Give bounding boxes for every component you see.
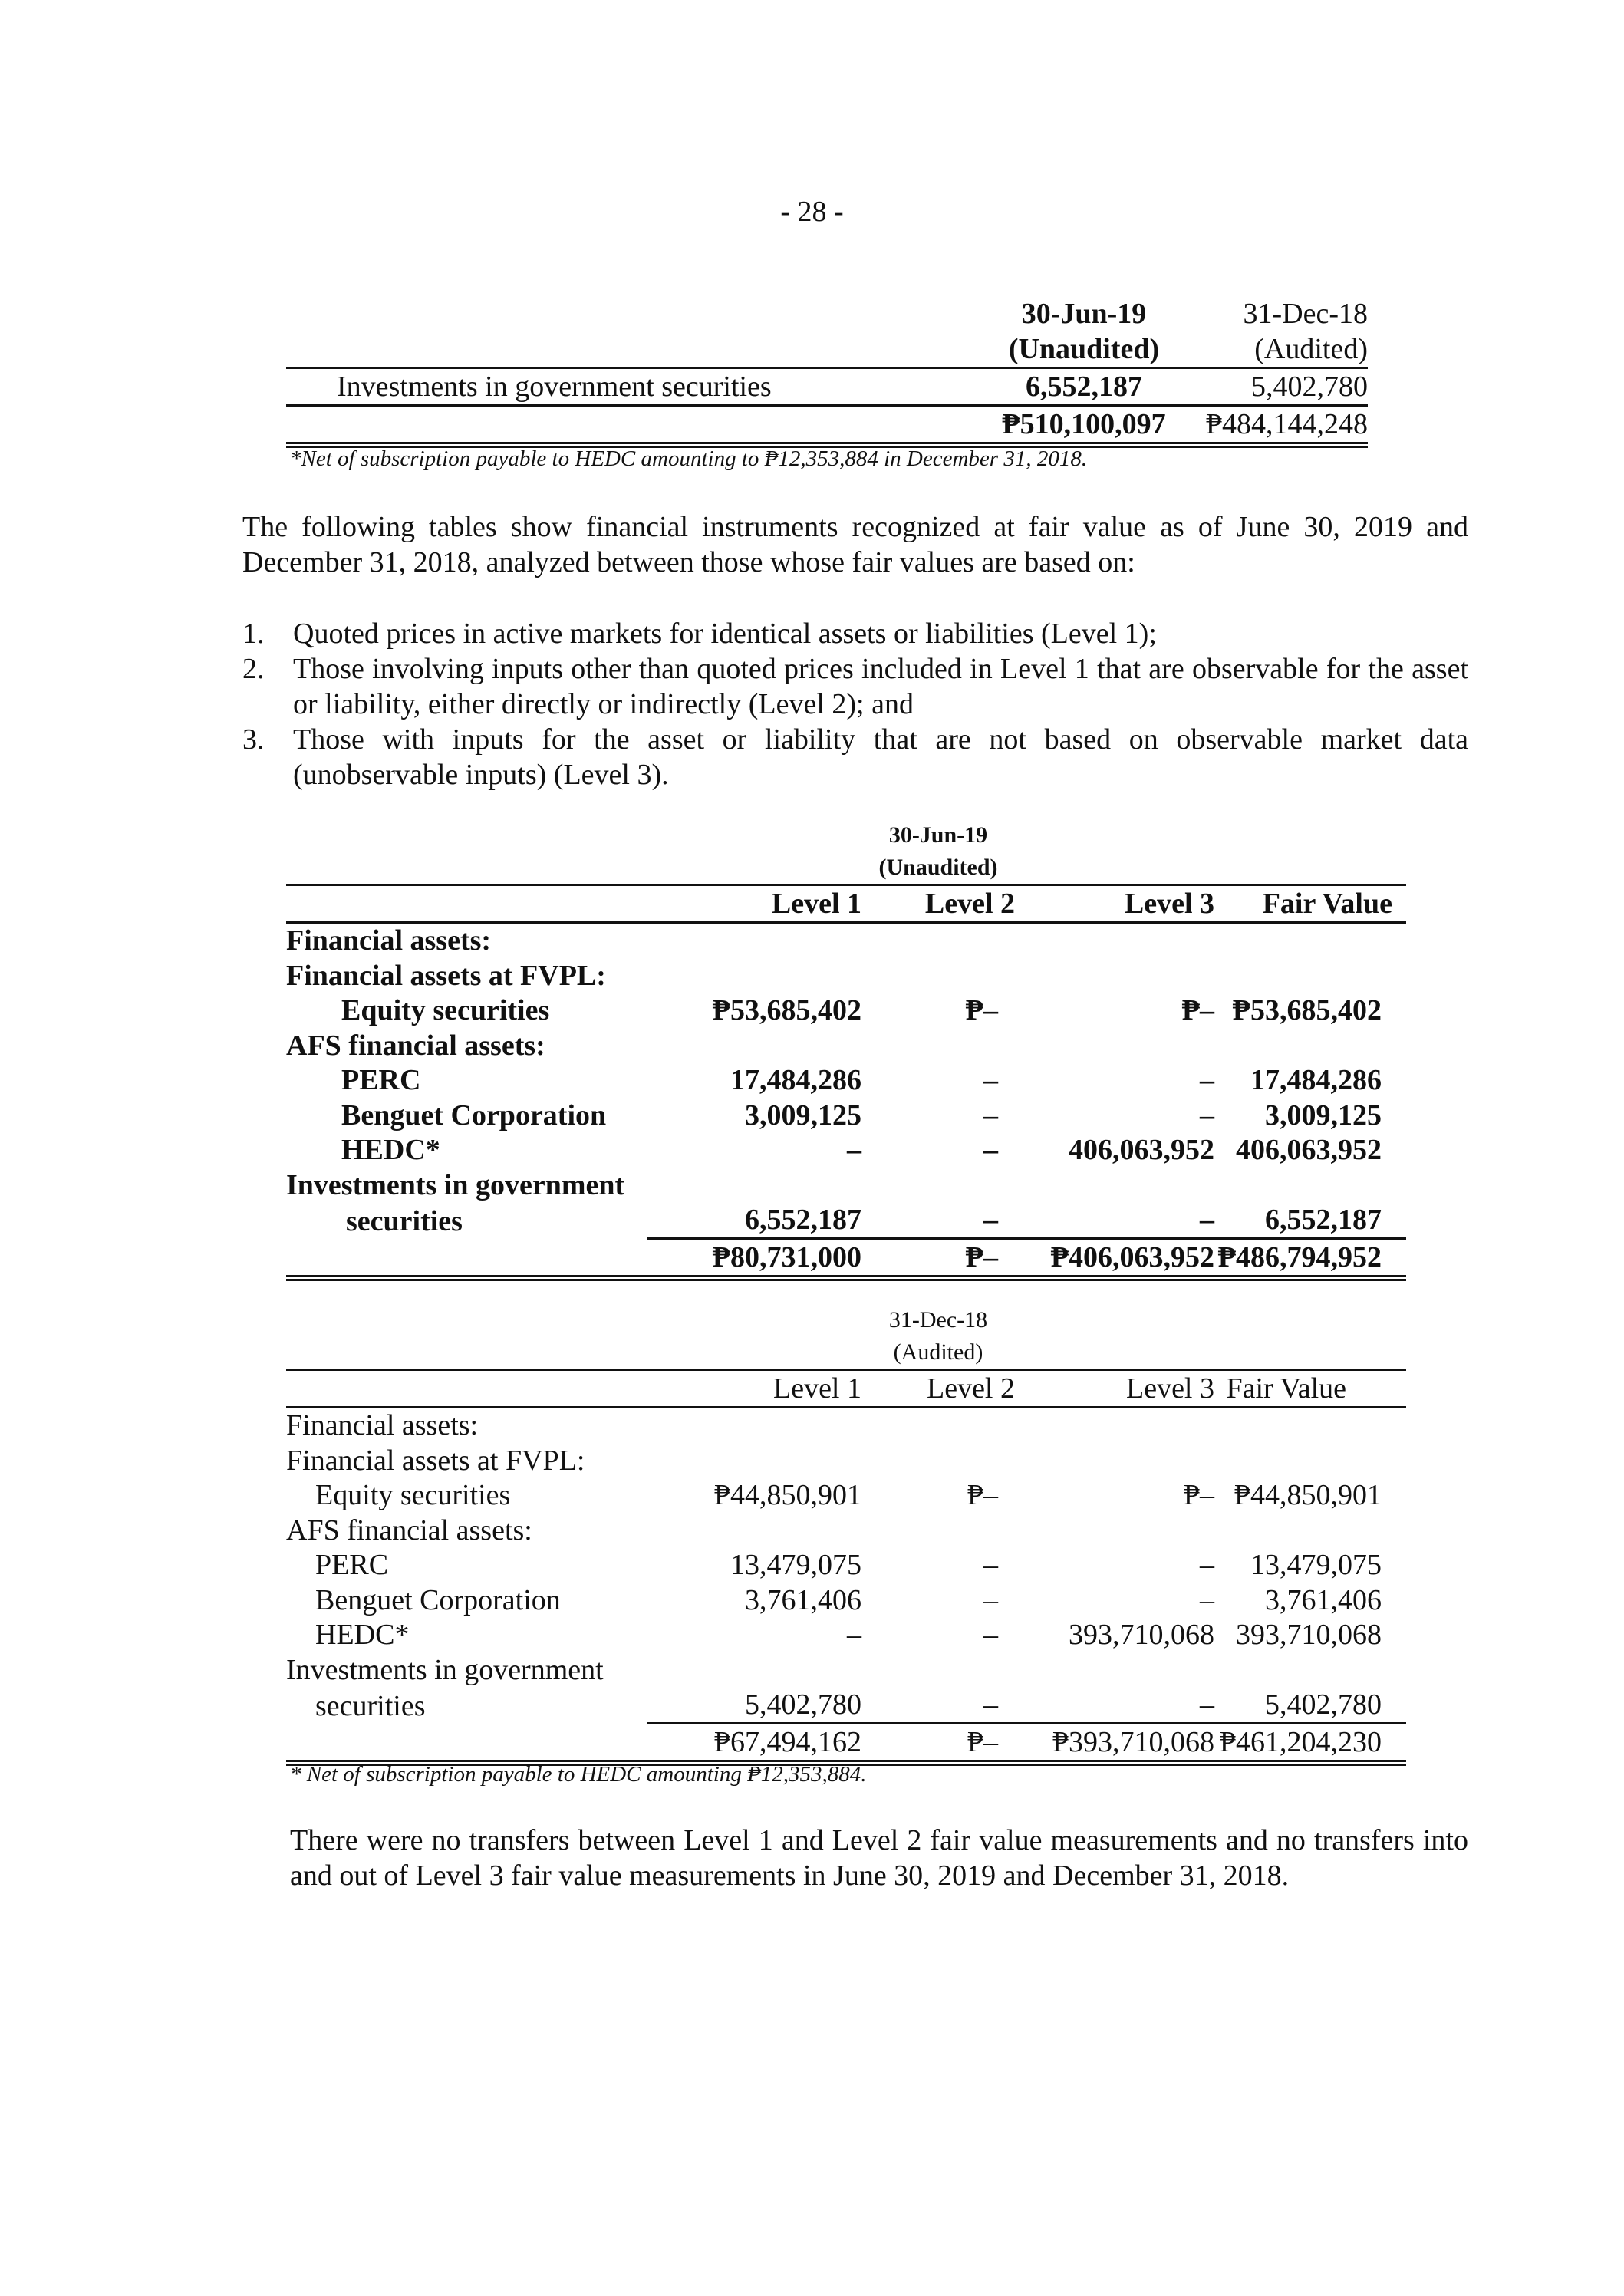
row-label-line1: Investments in government	[286, 1168, 625, 1201]
section-label: Financial assets:	[286, 924, 492, 957]
section-row	[286, 1407, 1406, 1443]
col-level2: Level 2	[861, 885, 1015, 923]
section-row	[286, 1443, 1406, 1478]
investments-summary-table	[286, 296, 1368, 448]
cell-level2: ₱–	[967, 1479, 998, 1511]
col-fair-value: Fair Value	[1214, 1370, 1406, 1408]
col-level3: Level 3	[1015, 1370, 1214, 1408]
cell-level1: –	[847, 1619, 861, 1651]
section-row	[286, 922, 1406, 958]
row-value-jun: 6,552,187	[977, 368, 1191, 406]
row-label: Benguet Corporation	[341, 1099, 607, 1132]
section-row	[286, 1513, 1406, 1548]
cell-level3: ₱–	[1183, 1479, 1214, 1511]
row-label: Investments in government securities	[286, 368, 977, 406]
section-row	[286, 958, 1406, 993]
table-2018-footnote: * Net of subscription payable to HEDC amounting ₱12,353,884.	[290, 1762, 867, 1787]
cell-level3: –	[1015, 1203, 1214, 1239]
cell-level1: ₱44,850,901	[713, 1479, 861, 1511]
total-level1: ₱80,731,000	[647, 1239, 861, 1278]
levels-list	[242, 616, 1468, 792]
header-row-1	[286, 296, 1368, 331]
cell-level1: –	[847, 1134, 861, 1166]
table-row	[286, 1688, 1406, 1724]
row-label: PERC	[315, 1549, 389, 1581]
cell-level1: 3,009,125	[745, 1099, 861, 1132]
cell-fair-value: 406,063,952	[1236, 1134, 1382, 1166]
column-header-row	[286, 1370, 1406, 1408]
cell-fair-value: 3,761,406	[1265, 1583, 1382, 1616]
status-label: (Audited)	[893, 1339, 983, 1365]
cell-fair-value: 17,484,286	[1250, 1064, 1382, 1096]
col-level3: Level 3	[1015, 885, 1214, 923]
section-label: Financial assets at FVPL:	[286, 959, 606, 992]
total-row	[286, 1239, 1406, 1278]
total-fair-value: ₱461,204,230	[1214, 1724, 1406, 1763]
list-number: 1.	[242, 618, 265, 650]
top-table-footnote: *Net of subscription payable to HEDC amounting to ₱12,353,884 in December 31, 2018.	[290, 446, 1088, 471]
total-level2: ₱–	[861, 1239, 1015, 1278]
cell-fair-value: 3,009,125	[1265, 1099, 1382, 1132]
fair-value-table-2018	[286, 1304, 1406, 1766]
cell-level1: 6,552,187	[647, 1203, 861, 1239]
total-level1: ₱67,494,162	[647, 1724, 861, 1763]
page-number: - 28 -	[780, 196, 844, 228]
cell-level2: –	[983, 1099, 998, 1132]
cell-level2: –	[983, 1583, 998, 1616]
section-label: AFS financial assets:	[286, 1514, 532, 1547]
cell-level3: –	[1015, 1688, 1214, 1724]
total-row	[286, 406, 1368, 446]
cell-level2: –	[983, 1134, 998, 1166]
table-row	[286, 1133, 1406, 1168]
table-row	[286, 1548, 1406, 1583]
cell-level3: –	[1200, 1099, 1214, 1132]
cell-level3: ₱–	[1181, 994, 1214, 1026]
status-label: (Unaudited)	[878, 855, 998, 880]
table-row	[286, 368, 1368, 406]
row-label: Equity securities	[341, 994, 550, 1026]
total-level3: ₱406,063,952	[1015, 1239, 1214, 1278]
cell-level3: 393,710,068	[1069, 1619, 1214, 1651]
cell-level1: 5,402,780	[647, 1688, 861, 1724]
cell-fair-value: 13,479,075	[1250, 1549, 1382, 1581]
table-row	[286, 1583, 1406, 1618]
row-label-line1: Investments in government	[286, 1653, 604, 1686]
cell-fair-value: ₱44,850,901	[1234, 1479, 1382, 1511]
cell-level2: –	[983, 1549, 998, 1581]
col-fair-value: Fair Value	[1214, 885, 1406, 923]
intro-paragraph: The following tables show financial instruments recognized at fair value as of June 30, 2019 and December 31, 2018, analyzed between those whose fair values are based on:	[242, 511, 1468, 578]
cell-fair-value: 393,710,068	[1236, 1619, 1382, 1651]
list-number: 2.	[242, 653, 265, 685]
row-label: securities	[315, 1689, 426, 1722]
closing-paragraph: There were no transfers between Level 1 and Level 2 fair value measurements and no transfers into and out of Level 3 fair value measurements in June 30, 2019 and December 31, 2018.	[290, 1824, 1468, 1892]
row-label: Equity securities	[315, 1479, 511, 1511]
total-fair-value: ₱486,794,952	[1214, 1239, 1406, 1278]
cell-level2: ₱–	[965, 994, 998, 1026]
period-label: 30-Jun-19	[888, 822, 988, 848]
cell-level1: 17,484,286	[730, 1064, 861, 1096]
row-label: Benguet Corporation	[315, 1583, 561, 1616]
fair-value-table-2019	[286, 819, 1406, 1281]
list-text: Those with inputs for the asset or liability that are not based on observable market data (unobservable inputs) (Level 3).	[293, 723, 1468, 791]
col-level1: Level 1	[647, 1370, 861, 1408]
header-row-2	[286, 331, 1368, 368]
cell-level2: –	[861, 1688, 1015, 1724]
period-label: 31-Dec-18	[888, 1307, 988, 1332]
cell-level1: 3,761,406	[745, 1583, 861, 1616]
total-level2: ₱–	[861, 1724, 1015, 1763]
section-label: Financial assets at FVPL:	[286, 1444, 585, 1477]
col2-header-status: (Audited)	[1191, 331, 1368, 368]
row-label: PERC	[341, 1064, 421, 1096]
cell-level3: –	[1200, 1583, 1214, 1616]
cell-level1: 13,479,075	[730, 1549, 861, 1581]
col2-header-date: 31-Dec-18	[1243, 298, 1368, 330]
table-row	[286, 993, 1406, 1029]
list-text: Those involving inputs other than quoted prices included in Level 1 that are observable for the asset or liability, either directly or indirectly (Level 2); and	[293, 653, 1468, 720]
header-period-row	[286, 1304, 1406, 1336]
cell-level2: –	[983, 1619, 998, 1651]
table-row	[286, 1098, 1406, 1133]
cell-level3: –	[1200, 1064, 1214, 1096]
cell-fair-value: ₱53,685,402	[1232, 994, 1382, 1026]
section-label: AFS financial assets:	[286, 1029, 545, 1062]
col-level2: Level 2	[861, 1370, 1015, 1408]
list-item	[242, 651, 1468, 722]
cell-fair-value: 5,402,780	[1214, 1688, 1406, 1724]
col-level1: Level 1	[647, 885, 861, 923]
header-status-row	[286, 852, 1406, 885]
total-value-dec: ₱484,144,248	[1191, 406, 1368, 446]
row-label: HEDC*	[341, 1134, 440, 1166]
header-status-row	[286, 1336, 1406, 1370]
cell-fair-value: 6,552,187	[1214, 1203, 1406, 1239]
row-value-dec: 5,402,780	[1191, 368, 1368, 406]
total-level3: ₱393,710,068	[1015, 1724, 1214, 1763]
list-text: Quoted prices in active markets for identical assets or liabilities (Level 1);	[293, 618, 1157, 650]
list-number: 3.	[242, 723, 265, 756]
section-row	[286, 1652, 1406, 1688]
cell-level3: –	[1200, 1549, 1214, 1581]
col1-header-date: 30-Jun-19	[1021, 298, 1147, 330]
list-item	[242, 722, 1468, 792]
table-row	[286, 1478, 1406, 1514]
total-value-jun: ₱510,100,097	[977, 406, 1191, 446]
table-row	[286, 1203, 1406, 1239]
cell-level2: –	[983, 1064, 998, 1096]
row-label: securities	[346, 1204, 463, 1237]
section-label: Financial assets:	[286, 1409, 479, 1441]
header-period-row	[286, 819, 1406, 852]
cell-level3: 406,063,952	[1069, 1134, 1214, 1166]
column-header-row	[286, 885, 1406, 923]
table-row	[286, 1618, 1406, 1653]
cell-level2: –	[861, 1203, 1015, 1239]
row-label: HEDC*	[315, 1619, 410, 1651]
col1-header-status: (Unaudited)	[977, 331, 1191, 368]
section-row	[286, 1028, 1406, 1063]
section-row	[286, 1168, 1406, 1203]
cell-level1: ₱53,685,402	[712, 994, 861, 1026]
total-row	[286, 1724, 1406, 1763]
table-row	[286, 1063, 1406, 1099]
list-item	[242, 616, 1468, 651]
